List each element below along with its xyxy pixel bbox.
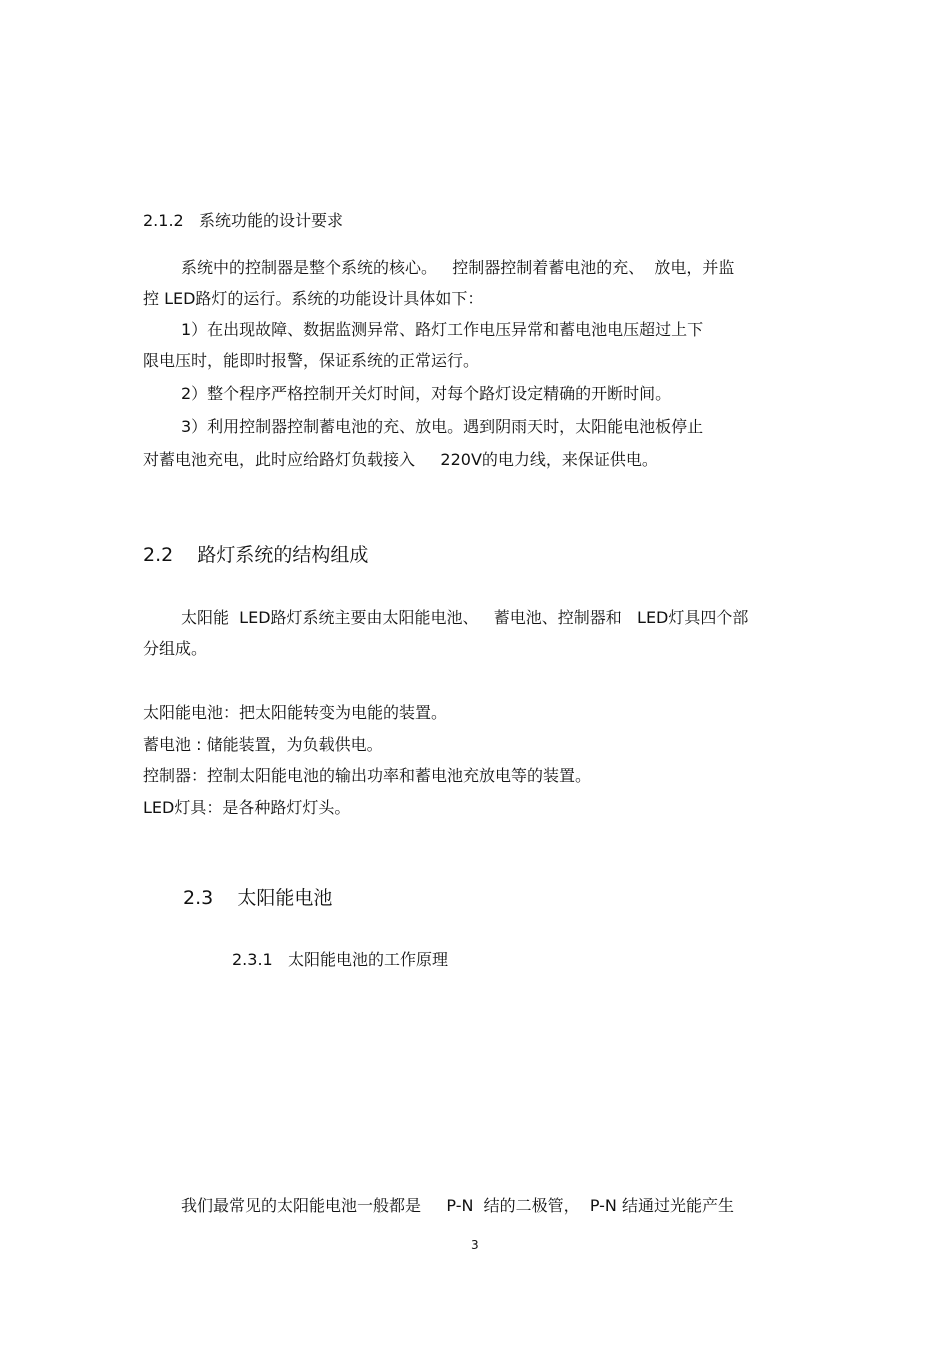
list-item-1-line-1: 1）在出现故障、数据监测异常、路灯工作电压异常和蓄电池电压超过上下: [181, 320, 704, 339]
paragraph-1-line-1: 系统中的控制器是整个系统的核心。 控制器控制着蓄电池的充、 放电，并监: [181, 258, 735, 277]
paragraph-3-line-1: 我们最常见的太阳能电池一般都是 P-N 结的二极管， P-N 结通过光能产生: [181, 1196, 734, 1215]
heading-2-3-1: 2.3.1 太阳能电池的工作原理: [232, 950, 448, 969]
definition-battery: 蓄电池 : 储能装置，为负载供电。: [143, 735, 383, 754]
paragraph-2-line-2: 分组成。: [143, 639, 208, 658]
heading-2-3: 2.3 太阳能电池: [183, 887, 333, 909]
heading-2-1-2: 2.1.2 系统功能的设计要求: [143, 211, 343, 230]
paragraph-1-line-2: 控 LED路灯的运行。系统的功能设计具体如下：: [143, 289, 484, 308]
paragraph-2-line-1: 太阳能 LED路灯系统主要由太阳能电池、 蓄电池、控制器和 LED灯具四个部: [181, 608, 749, 627]
list-item-3-line-2: 对蓄电池充电，此时应给路灯负载接入 220V的电力线，来保证供电。: [143, 450, 658, 469]
heading-2-2: 2.2 路灯系统的结构组成: [143, 544, 369, 566]
list-item-3-line-1: 3）利用控制器控制蓄电池的充、放电。遇到阴雨天时，太阳能电池板停止: [181, 417, 704, 436]
list-item-2: 2）整个程序严格控制开关灯时间，对每个路灯设定精确的开断时间。: [181, 384, 672, 403]
definition-solar-cell: 太阳能电池：把太阳能转变为电能的装置。: [143, 703, 448, 722]
page-number: 3: [471, 1238, 479, 1252]
definition-led-lamp: LED灯具：是各种路灯灯头。: [143, 798, 351, 817]
list-item-1-line-2: 限电压时，能即时报警，保证系统的正常运行。: [143, 351, 480, 370]
definition-controller: 控制器：控制太阳能电池的输出功率和蓄电池充放电等的装置。: [143, 766, 592, 785]
